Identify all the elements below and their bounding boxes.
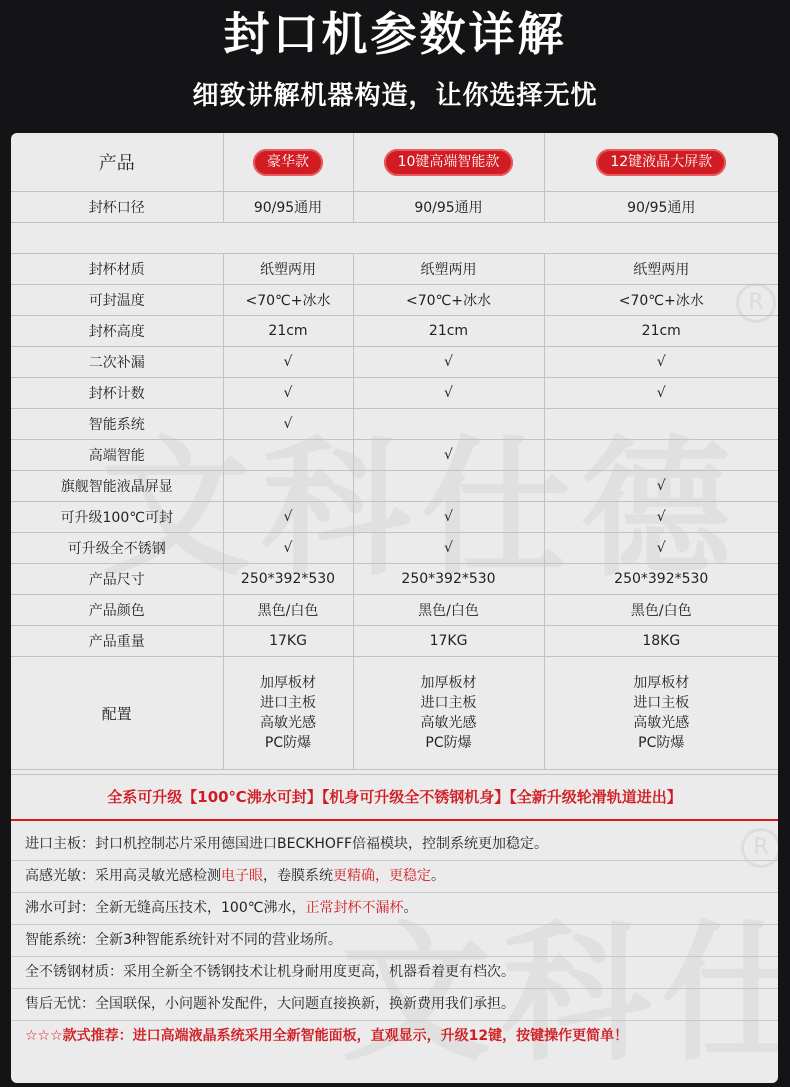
- note-text: 全新无缝高压技术，100℃沸水，: [95, 900, 306, 916]
- row-value: √: [223, 502, 353, 533]
- model-badge-deluxe: 豪华款: [253, 149, 323, 176]
- table-row: [11, 471, 778, 502]
- note-highlight: 更精确，更稳定: [333, 868, 431, 884]
- table-row: [11, 378, 778, 409]
- row-label: 可封温度: [11, 285, 223, 316]
- table-row: [11, 626, 778, 657]
- config-lines: [354, 673, 544, 753]
- row-value: 250*392*530: [544, 564, 778, 595]
- row-value: √: [353, 378, 544, 409]
- note-title: 售后无忧：: [25, 996, 95, 1012]
- table-row: [11, 192, 778, 223]
- note-title: 进口主板：: [25, 836, 95, 852]
- row-value: 黑色/白色: [223, 595, 353, 626]
- row-label: 高端智能: [11, 440, 223, 471]
- feature-notes: [11, 829, 778, 1052]
- row-value: [544, 440, 778, 471]
- config-line: 高敏光感: [633, 715, 690, 731]
- note-text: 封口机控制芯片采用德国进口BECKHOFF倍福模块，控制系统更加稳定。: [95, 836, 549, 852]
- row-value: 250*392*530: [223, 564, 353, 595]
- row-value: 90/95通用: [353, 192, 544, 223]
- row-value: [353, 409, 544, 440]
- star-icon: ☆☆☆: [25, 1028, 63, 1044]
- config-line: 高敏光感: [420, 715, 477, 731]
- row-value: [223, 471, 353, 502]
- note-text: 。: [431, 868, 445, 884]
- config-line: 加厚板材: [420, 675, 477, 691]
- row-value: [544, 409, 778, 440]
- config-lines: [224, 673, 353, 753]
- row-value: √: [353, 347, 544, 378]
- table-row: [11, 533, 778, 564]
- table-gap-row: [11, 223, 778, 254]
- model-badge-10key: 10键高端智能款: [384, 149, 514, 176]
- table-row: [11, 316, 778, 347]
- note-title: 沸水可封：: [25, 900, 95, 916]
- table-row: [11, 440, 778, 471]
- note-title: 全不锈钢材质：: [25, 964, 123, 980]
- config-line: 进口主板: [420, 695, 477, 711]
- config-line: 高敏光感: [260, 715, 316, 731]
- row-value: √: [223, 378, 353, 409]
- spec-panel: [11, 133, 778, 1083]
- row-value: <70℃+冰水: [223, 285, 353, 316]
- table-row: [11, 595, 778, 626]
- empty-cell: [544, 223, 778, 254]
- note-boiling-water: [11, 893, 778, 925]
- spec-table: [11, 133, 778, 770]
- note-text: 。: [403, 900, 418, 916]
- config-line: 加厚板材: [260, 675, 316, 691]
- table-row: [11, 502, 778, 533]
- note-text: 采用全新全不锈钢技术让机身耐用度更高，机器看着更有档次。: [123, 964, 515, 980]
- table-row: [11, 409, 778, 440]
- row-label: 可升级100℃可封: [11, 502, 223, 533]
- row-label: 封杯材质: [11, 254, 223, 285]
- empty-cell: [353, 223, 544, 254]
- note-imported-board: [11, 829, 778, 861]
- row-value: √: [353, 440, 544, 471]
- note-text: 采用高灵敏光感检测: [95, 868, 221, 884]
- row-label: 封杯口径: [11, 192, 223, 223]
- note-after-sales: [11, 989, 778, 1021]
- row-value: √: [544, 471, 778, 502]
- note-title: 智能系统：: [25, 932, 95, 948]
- empty-cell: [223, 223, 353, 254]
- page-title: 封口机参数详解: [223, 7, 567, 61]
- row-value: √: [544, 378, 778, 409]
- table-row: [11, 564, 778, 595]
- model-badge-12key: 12键液晶大屏款: [596, 149, 726, 176]
- row-value: 21cm: [353, 316, 544, 347]
- row-value: 黑色/白色: [544, 595, 778, 626]
- row-value: √: [544, 533, 778, 564]
- config-line: PC防爆: [638, 735, 685, 751]
- recommendation-line: [11, 1021, 778, 1052]
- config-line: 进口主板: [633, 695, 690, 711]
- row-value: 纸塑两用: [544, 254, 778, 285]
- row-value: 18KG: [544, 626, 778, 657]
- note-smart-system: [11, 925, 778, 957]
- config-line: 进口主板: [260, 695, 316, 711]
- row-value: √: [223, 347, 353, 378]
- row-label: 配置: [11, 657, 223, 770]
- note-photosensor: [11, 861, 778, 893]
- row-value: 纸塑两用: [223, 254, 353, 285]
- row-value: 黑色/白色: [353, 595, 544, 626]
- row-value: √: [223, 533, 353, 564]
- row-value: √: [544, 347, 778, 378]
- note-stainless: [11, 957, 778, 989]
- row-value: 250*392*530: [353, 564, 544, 595]
- row-value: 21cm: [544, 316, 778, 347]
- table-row: [11, 254, 778, 285]
- row-label: 封杯高度: [11, 316, 223, 347]
- table-row-config: [11, 657, 778, 770]
- row-label: 封杯计数: [11, 378, 223, 409]
- config-cell: [223, 657, 353, 770]
- row-label: 智能系统: [11, 409, 223, 440]
- upgrade-banner: 全系可升级【100℃沸水可封】【机身可升级全不锈钢机身】【全新升级轮滑轨道进出】: [11, 774, 778, 821]
- config-line: PC防爆: [264, 735, 312, 751]
- table-row: [11, 285, 778, 316]
- registered-mark-icon: R: [741, 828, 778, 868]
- config-line: PC防爆: [425, 735, 472, 751]
- row-value: √: [353, 502, 544, 533]
- config-cell: [353, 657, 544, 770]
- registered-mark-icon: R: [736, 283, 776, 323]
- config-line: 加厚板材: [633, 675, 690, 691]
- row-value: 21cm: [223, 316, 353, 347]
- row-value: 17KG: [223, 626, 353, 657]
- note-highlight: 正常封杯不漏杯: [305, 900, 404, 916]
- row-value: √: [353, 533, 544, 564]
- config-lines: [545, 673, 779, 753]
- row-value: √: [223, 409, 353, 440]
- row-label: 产品尺寸: [11, 564, 223, 595]
- row-label: 产品颜色: [11, 595, 223, 626]
- note-text: ，卷膜系统: [263, 868, 333, 884]
- row-label: 二次补漏: [11, 347, 223, 378]
- row-value: 纸塑两用: [353, 254, 544, 285]
- row-label: 可升级全不锈钢: [11, 533, 223, 564]
- row-value: [223, 440, 353, 471]
- note-text: 全新3种智能系统针对不同的营业场所。: [95, 932, 342, 948]
- row-value: [353, 471, 544, 502]
- recommendation-text: 款式推荐：进口高端液晶系统采用全新智能面板，直观显示，升级12键，按键操作更简单！: [62, 1028, 629, 1044]
- note-highlight: 电子眼: [221, 868, 263, 884]
- note-title: 高感光敏：: [25, 868, 95, 884]
- row-value: 17KG: [353, 626, 544, 657]
- row-label: 产品重量: [11, 626, 223, 657]
- row-value: 90/95通用: [544, 192, 778, 223]
- config-cell: [544, 657, 778, 770]
- table-header-row: [11, 133, 778, 192]
- header-label: 产品: [11, 133, 223, 192]
- row-value: <70℃+冰水: [544, 285, 778, 316]
- page-subtitle: 细致讲解机器构造，让你选择无忧: [192, 81, 598, 111]
- row-value: <70℃+冰水: [353, 285, 544, 316]
- row-value: 90/95通用: [223, 192, 353, 223]
- row-label: 旗舰智能液晶屏显: [11, 471, 223, 502]
- table-row: [11, 347, 778, 378]
- note-text: 全国联保，小问题补发配件，大问题直接换新，换新费用我们承担。: [95, 996, 515, 1012]
- empty-cell: [11, 223, 223, 254]
- row-value: √: [544, 502, 778, 533]
